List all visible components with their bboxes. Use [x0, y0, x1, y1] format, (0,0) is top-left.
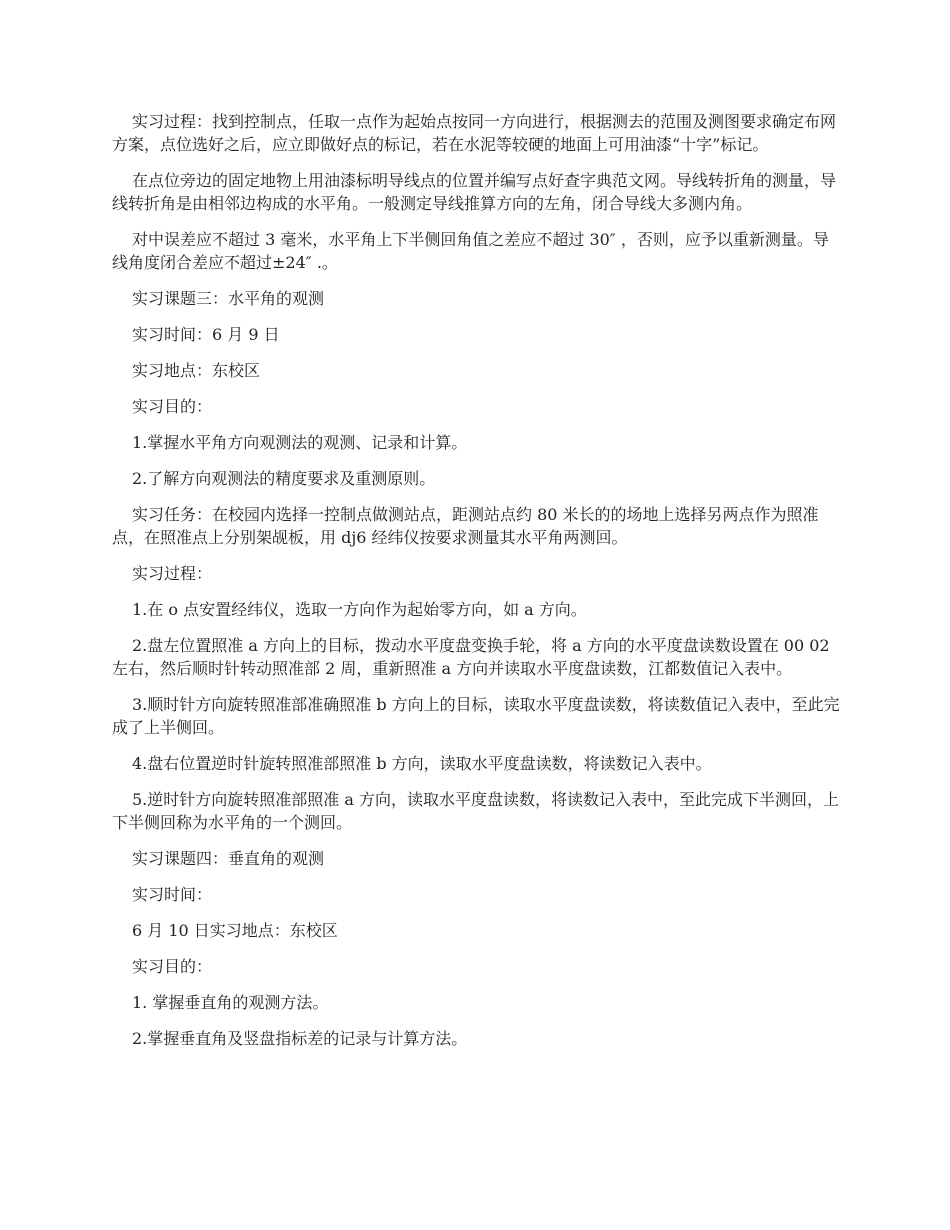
list-item-purpose-3-1: 1.掌握水平角方向观测法的观测、记录和计算。: [132, 433, 468, 452]
list-item-purpose-4-1: 1. 掌握垂直角的观测方法。: [132, 993, 329, 1012]
section-title-topic-four: 实习课题四：垂直角的观测: [132, 849, 325, 868]
paragraph-location-topic-three: 实习地点：东校区: [132, 361, 261, 380]
paragraph-time-topic-three: 实习时间：6 月 9 日: [132, 325, 280, 344]
section-title-topic-three: 实习课题三：水平角的观测: [132, 289, 325, 308]
list-item-process-3: 3.顺时针方向旋转照准部准确照准 b 方向上的目标，读取水平度盘读数，将读数值记入表中，至此完成了上半侧回。: [112, 695, 840, 737]
paragraph-purpose-label-four: 实习目的：: [132, 957, 213, 976]
paragraph-time-label-four: 实习时间：: [132, 885, 213, 904]
paragraph-traverse-angle: 在点位旁边的固定地物上用油漆标明导线点的位置并编写点好查字典范文网。导线转折角的测量，导线转折角是由相邻边构成的水平角。一般测定导线推算方向的左角，闭合导线大多测内角。: [112, 171, 837, 213]
list-item-process-1: 1.在 o 点安置经纬仪，选取一方向作为起始零方向，如 a 方向。: [132, 600, 587, 619]
paragraph-process-label: 实习过程：: [132, 564, 213, 583]
paragraph-survey-process-intro: 实习过程：找到控制点，任取一点作为起始点按同一方向进行，根据测去的范围及测图要求确定布网方案，点位选好之后，应立即做好点的标记，若在水泥等较硬的地面上可用油漆“十字”标记。: [112, 112, 837, 154]
list-item-process-5: 5.逆时针方向旋转照准部照准 a 方向，读取水平度盘读数，将读数记入表中，至此完成下半测回，上下半侧回称为水平角的一个测回。: [112, 790, 839, 832]
paragraph-error-limits: 对中误差应不超过 3 毫米，水平角上下半侧回角值之差应不超过 30″ ，否则，应予以重新测量。导线角度闭合差应不超过±24″ .。: [112, 230, 829, 272]
list-item-purpose-3-2: 2.了解方向观测法的精度要求及重测原则。: [132, 469, 436, 488]
paragraph-task-topic-three: 实习任务：在校园内选择一控制点做测站点，距测站点约 80 米长的的场地上选择另两点作为照准点，在照准点上分别架觇板，用 dj6 经纬仪按要求测量其水平角两测回。: [112, 505, 819, 547]
paragraph-purpose-label-three: 实习目的：: [132, 397, 213, 416]
list-item-process-4: 4.盘右位置逆时针旋转照准部照准 b 方向，读取水平度盘读数，将读数记入表中。: [132, 754, 712, 773]
list-item-purpose-4-2: 2.掌握垂直角及竖盘指标差的记录与计算方法。: [132, 1029, 468, 1048]
list-item-process-2: 2.盘左位置照准 a 方向上的目标，拨动水平度盘变换手轮，将 a 方向的水平度盘读数设置在 00 02 左右，然后顺时针转动照准部 2 周，重新照准 a 方向并读取水平度盘读数，江都数值记入表中。: [112, 636, 830, 678]
paragraph-date-location-four: 6 月 10 日实习地点：东校区: [132, 921, 338, 940]
